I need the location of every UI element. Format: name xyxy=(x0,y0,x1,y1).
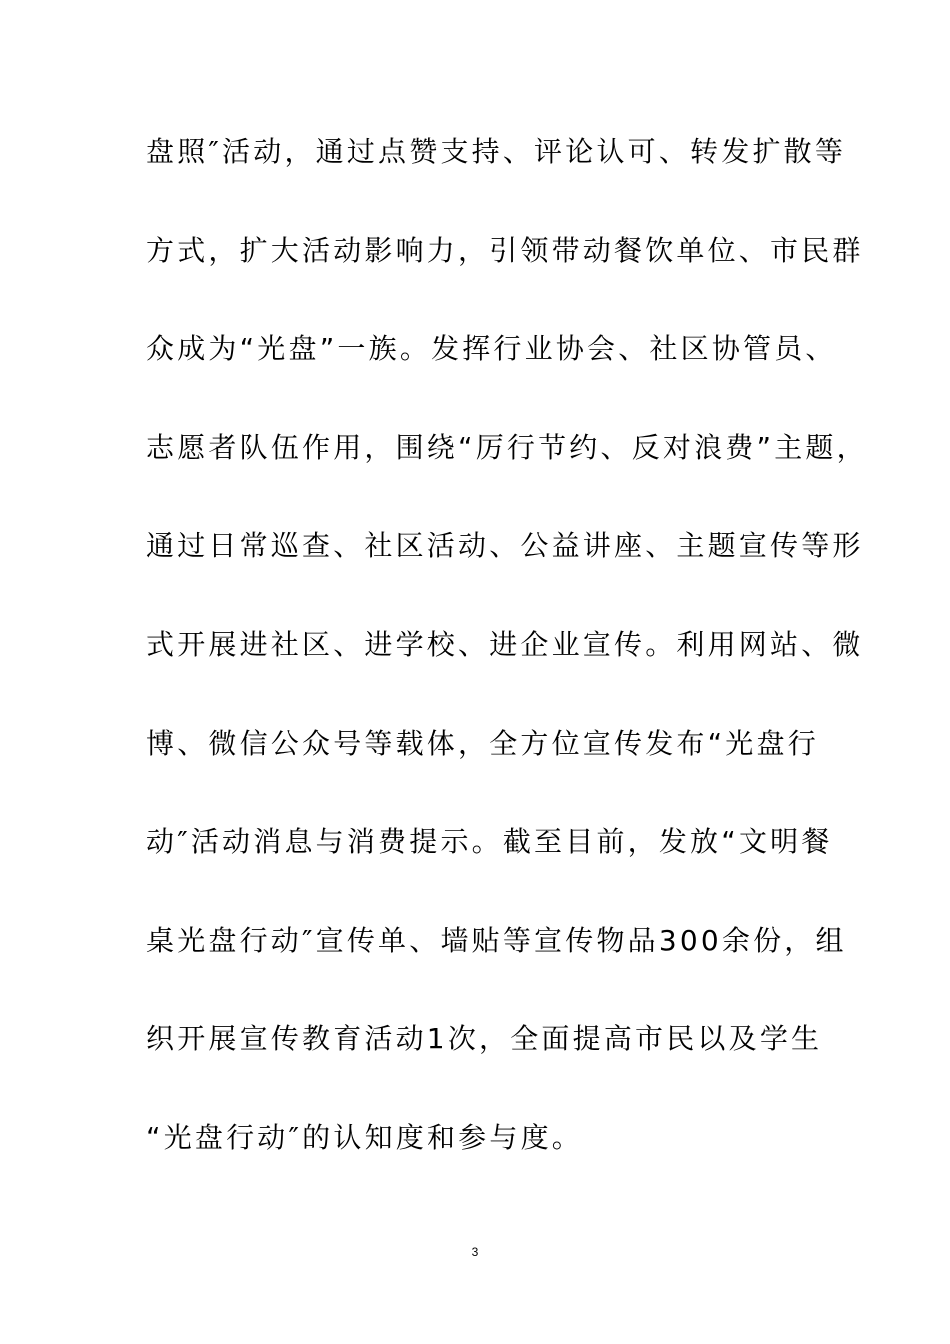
text-line: 桌光盘行动″宣传单、墙贴等宣传物品300余份，组 xyxy=(146,923,847,957)
body-text xyxy=(146,126,868,1211)
text-line: 博、微信公众号等载体，全方位宣传发布“光盘行 xyxy=(146,726,819,760)
text-line: 众成为“光盘”一族。发挥行业协会、社区协管员、 xyxy=(146,332,837,366)
text-line: 动″活动消息与消费提示。截至目前，发放“文明餐 xyxy=(146,825,833,859)
text-line: 织开展宣传教育活动1次，全面提高市民以及学生 xyxy=(146,1022,823,1056)
text-line: 式开展进社区、进学校、进企业宣传。利用网站、微 xyxy=(146,627,864,661)
text-line: “光盘行动″的认知度和参与度。 xyxy=(146,1120,583,1154)
text-line: 通过日常巡查、社区活动、公益讲座、主题宣传等形 xyxy=(146,529,864,563)
text-line: 方式，扩大活动影响力，引领带动餐饮单位、市民群 xyxy=(146,233,864,267)
page-number: 3 xyxy=(471,1245,479,1259)
text-line: 盘照″活动，通过点赞支持、评论认可、转发扩散等 xyxy=(146,135,847,168)
text-line: 志愿者队伍作用，围绕“厉行节约、反对浪费”主题， xyxy=(146,430,868,464)
